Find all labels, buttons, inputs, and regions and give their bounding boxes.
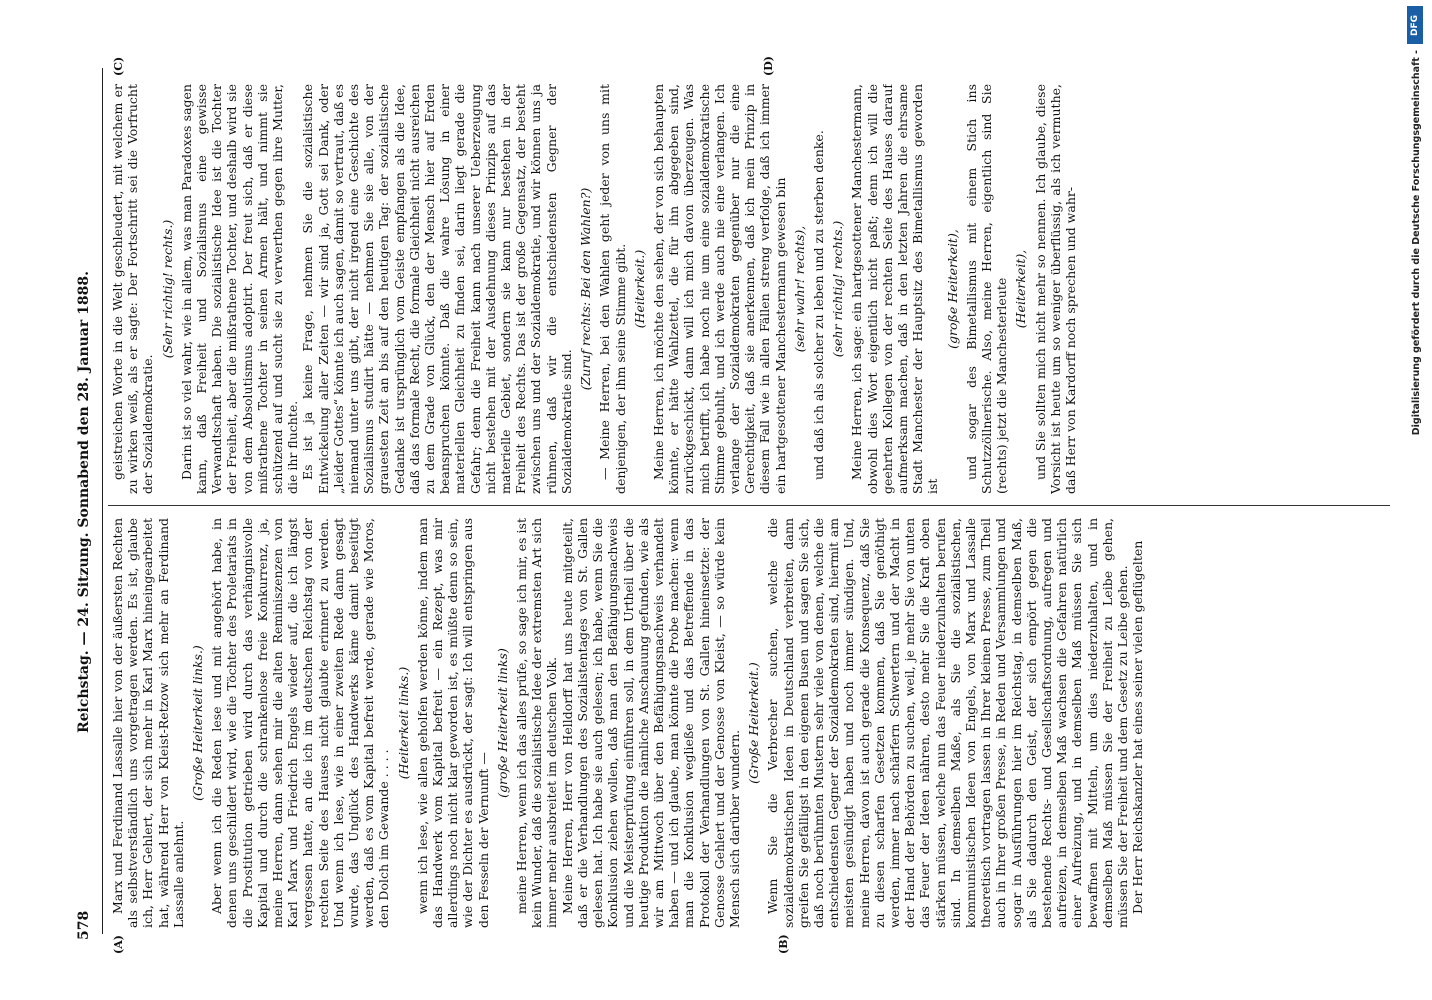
rotated-page-content	[62, 52, 1402, 952]
interjection: (sehr wahr! rechts),	[791, 225, 807, 353]
paragraph: Meine Herren, ich möchte den sehen, der von sich behaupten könnte, er hätte Wahlzettel, die für ihn abgegeben sind, zurückgeschickt, dann will ich mich davon überzeugen. Was mich betrifft, ich habe noch nie um eine sozialdemokratische Stimme gebuhlt, und ich werde auch nie eine verlangen. Ich verlange der Sozialdemokraten gegenüber nur die eine Gerechtigkeit, daß sie anerkennen, daß ich mein Prinzip in diesem Fall wie in allen Fällen streng verfolge, daß ich immer ein hartgesottener Manchestermann gewesen bin	[650, 84, 788, 494]
page-header	[70, 64, 98, 940]
interjection: (Große Heiterkeit links.)	[190, 645, 206, 801]
paragraph: geistreichen Worte in die Welt geschleudert, mit welchem er zu wirken weiß, als er sagte: Der Fortschritt sei die Vorfrucht der Sozialdemokratie.	[110, 84, 156, 494]
column-divider	[108, 505, 1390, 506]
margin-marker-c: (C)	[112, 56, 125, 76]
paragraph: — Meine Herren, bei den Wahlen geht jeder von uns mit denjenigen, der ihm seine Stimme gibt.	[597, 84, 628, 494]
margin-marker-a: (A)	[112, 935, 125, 954]
paragraph: Darin ist so viel wahr, wie in allem, was man Paradoxes sagen kann, daß Freiheit und Sozialismus eine gewisse Verwandtschaft haben. Die sozialistische Idee ist die Tochter der Freiheit, aber die mißrathene Tochter, und deshalb wird sie von dem Absolutismus adoptirt. Der freut sich, daß er diese mißrathene Tochter in seinen Armen hält, und nimmt sie schützend auf und sucht sie zu verwerthen gegen ihre Mutter, die ihr fluchte.	[178, 84, 301, 494]
right-text-column	[110, 84, 1392, 494]
header-rule	[102, 68, 103, 934]
paragraph: Es ist ja keine Frage, nehmen Sie die sozialistische Entwickelung aller Zeiten — wir sind ja, Gott sei Dank, oder „leider Gottes“ könnte ich auch sagen, damit so vertraut, daß es niemand unter uns gibt, der nicht irgend eine Geschichte des Sozialismus studirt hätte — nehmen Sie sie alle, von der grauesten Zeit an bis auf den heutigen Tag: der sozialistische Gedanke ist ursprünglich vom Geiste empfangen als die Idee, daß das formale Recht, die formale Gleichheit nicht ausreichen zu dem Grade von Glück, den der Mensch hier auf Erden beanspruchen könnte. Daß die wahre Lösung in einer materiellen Gleichheit zu finden sei, darin liegt gerade die Gefahr; denn die Freiheit kann nach unserer Ueberzeugung nicht bestehen mit der Ausdehnung dieses Prinzips auf das materielle Gebiet, sondern sie kann nur bestehen in der Freiheit des Rechts. Das ist der große Gegensatz, der besteht zwischen uns und der Sozialdemokratie, und wir können uns ja rühmen, daß wir die entschiedensten Gegner der Sozialdemokratie sind.	[300, 84, 574, 494]
paragraph: meine Herren, wenn ich das alles prüfe, so sage ich mir, es ist kein Wunder, daß die sozialistische Idee der extremsten Art sich immer mehr ausbreitet im deutschen Volk.	[514, 518, 560, 928]
page-number: 578	[76, 910, 92, 940]
margin-marker-b: (B)	[777, 934, 790, 954]
interjection: (Sehr richtig! rechts.)	[159, 219, 175, 359]
left-text-column	[110, 518, 1392, 928]
paragraph: und Sie sollten mich nicht mehr so nennen. Ich glaube, diese Vorsicht ist heute um so weniger überflüssig, als ich vermuthe, daß Herr von Kardorff noch sprechen und wahr-	[1032, 84, 1078, 494]
interjection: (Zuruf rechts: Bei den Wahlen?)	[578, 187, 594, 391]
interjection: (Heiterkeit links.)	[395, 666, 411, 780]
paragraph: und daß ich als solcher zu leben und zu sterben denke.	[810, 130, 826, 480]
paragraph: Wenn Sie die Verbrecher suchen, welche die sozialdemokratischen Ideen in Deutschland verbreiten, dann greifen Sie gefälligst in den eigenen Busen und sagen Sie sich, daß noch berühmten Mustern sehr viele von denen, welche die entschiedensten Gegner der Sozialdemokraten sind, hiermit am meisten gesündigt haben und noch immer sündigen. Und, meine Herren, davon ist auch gerade die Konsequenz, daß Sie zu diesen scharfen Gesetzen kommen, daß Sie genöthigt werden, immer nach schärfern Schwertern und der Macht in der Hand der Behörden zu suchen, weil, je mehr Sie von unten das Feuer der Ideen nähren, desto mehr Sie die Kraft oben stärken müssen, welche nun das Feuer niederzuhalten berufen sind. In demselben Maße, als Sie die sozialistischen, kommunistischen Ideen von Engels, von Marx und Lassalle theoretisch vortragen lassen in Ihrer kleinen Presse, zum Theil auch in Ihrer großen Presse, in Reden und Versammlungen und sogar in Ausführungen hier im Reichstag, in demselben Maß, als Sie dadurch den Geist, der sich empört gegen die bestehende Rechts- und Gesellschaftsordnung, aufregen und aufreizen, in demselben Maß wachsen die Gefahren natürlich einer Aufreizung, und in demselben Maß müssen Sie sich bewaffnen mit Mitteln, um dies niederzuhalten, und in demselben Maß müssen Sie der Freiheit zu Leibe gehen, müssen Sie der Freiheit und dem Gesetz zu Leibe gehen.	[765, 518, 1130, 928]
paragraph: und sogar des Bimetallismus mit einem Stich ins Schutzzöllnerische. Also, meine Herren, eigentlich sind Sie (rechts) jetzt die Manchesterleute	[963, 84, 1010, 494]
interjection: (Heiterkeit),	[1013, 249, 1029, 329]
interjection: (sehr richtig! rechts.)	[830, 220, 846, 358]
interjection: (große Heiterkeit links)	[494, 648, 510, 798]
interjection: (Heiterkeit.)	[631, 249, 647, 329]
digitization-credit: Digitalisierung gefördert durch die Deutsche Forschungsgemeinschaft -	[1411, 50, 1422, 436]
dfg-logo: DFG	[1407, 6, 1423, 44]
margin-marker-d: (D)	[762, 56, 775, 76]
paragraph: Meine Herren, ich sage: ein hartgesottener Manchestermann, obwohl dies Wort eigentlich nicht paßt; denn ich will die geehrten Kollegen von der rechten Seite des Hauses darauf aufmerksam machen, daß in den letzten Jahren die ehrsame Stadt Manchester der Hauptsitz des Bimetallismus geworden ist	[849, 84, 941, 494]
paragraph: Der Herr Reichskanzler hat eines seiner vielen geflügelten	[1130, 540, 1146, 914]
paragraph: wenn ich lese, wie allen geholfen werden könne, indem man das Handwerk vom Kapital befreit — ein Rezept, was mir allerdings noch nicht klar geworden ist, es müßte denn so sein, wie der Dichter es ausdrückt, der sagt: Ich will entspringen aus den Fesseln der Vernunft —	[414, 518, 491, 928]
page-title: Reichstag. — 24. Sitzung. Sonnabend den 28. Januar 1888.	[76, 271, 92, 733]
paragraph: Marx und Ferdinand Lassalle hier von der äußersten Rechten als selbstverständlich uns vorgetragen werden. Es ist, glaube ich, Herr Gehlert, der sich mehr in Karl Marx hineingearbeitet hat, während Herr von Kleist-Retzow sich mehr an Ferdinand Lassalle anlehnt.	[110, 518, 186, 928]
interjection: (Große Heiterkeit.)	[746, 662, 762, 784]
interjection: (große Heiterkeit),	[944, 229, 960, 349]
paragraph: Aber wenn ich die Reden lese und mit angehört habe, in denen uns geschildert wird, wie die Töchter des Proletariats in die Prostitution getrieben wird durch das verhängnisvolle Kapital und durch die schrankenlose freie Konkurrenz, ja, meine Herren, dann sehen mir die alten Reminiszenzen von Karl Marx und Friedrich Engels wieder auf, die ich längst vergessen hatte, an die ich im deutschen Reichstag von der rechten Seite des Hauses nicht glaubte erinnert zu werden. Und wenn ich lese, wie in einer zweiten Rede dann gesagt wurde, das Unglück des Handwerks käme damit beseitigt werden, daß es vom Kapital befreit werde, gerade wie Moros, den Dolch im Gewande . . . .	[209, 518, 392, 928]
paragraph: Meine Herren, Herr von Helldorff hat uns heute mitgeteilt, daß er die Verhandlungen des Sozialistentages von St. Gallen gelesen hat. Ich habe sie auch gelesen; ich habe, wenn Sie die Konklusion ziehen wollen, daß man den Befähigungsnachweis und die Meisterprüfung einführen soll, in dem Urtheil über die heutige Produktion die nämliche Anschauung gefunden, wie als wir am Mittwoch über den Befähigungsnachweis verhandelt haben — und ich glaube, man könnte die Probe machen: wenn man die Konklusion wegließe und das Betreffende in das Protokoll der Verhandlungen von St. Gallen hineinsetzte: der Genosse Gehlert und der Genosse von Kleist, — so würde kein Mensch sich darüber wundern.	[559, 518, 742, 928]
